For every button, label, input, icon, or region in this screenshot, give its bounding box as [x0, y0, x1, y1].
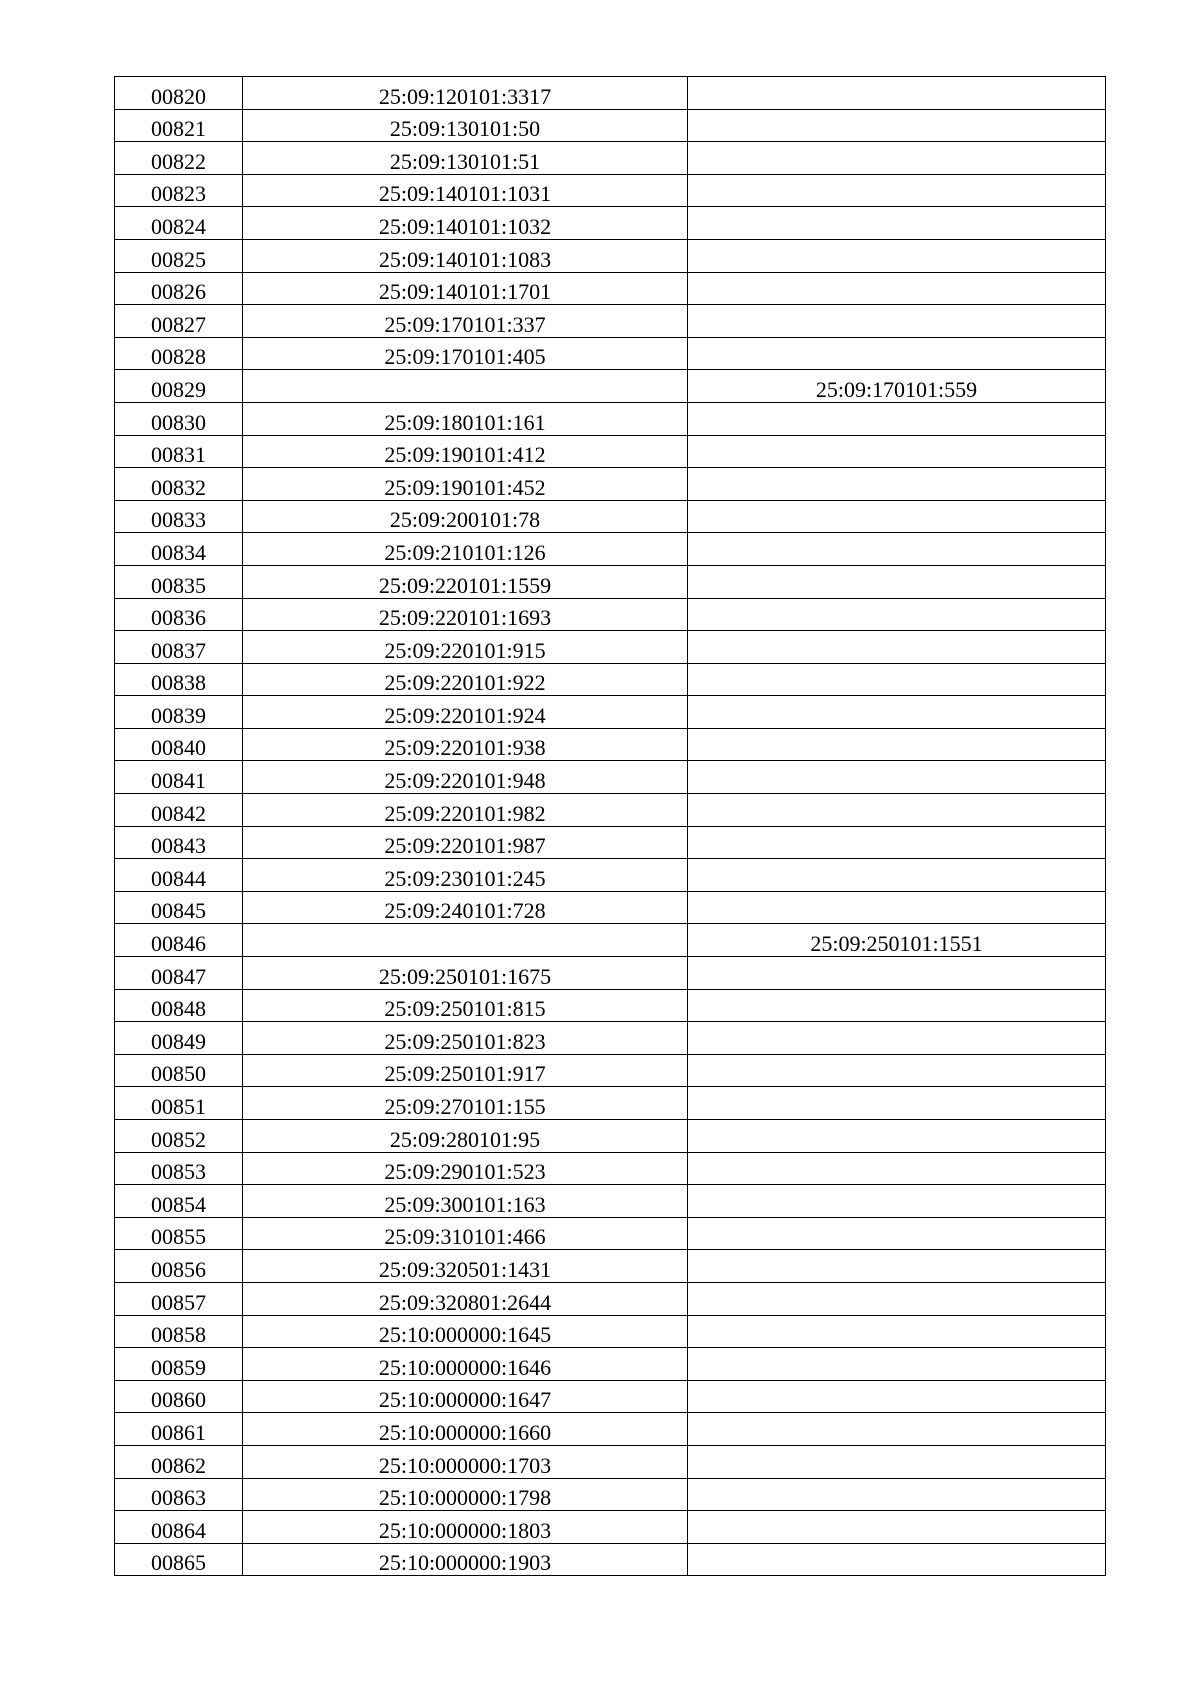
table-row	[115, 1185, 1106, 1218]
cadastral-number-cell: 25:09:140101:1032	[243, 207, 688, 240]
row-number-cell: 00826	[115, 272, 243, 305]
table-row	[115, 1380, 1106, 1413]
row-number-cell: 00844	[115, 859, 243, 892]
table-row	[115, 272, 1106, 305]
secondary-number-cell	[688, 1348, 1106, 1381]
row-number-cell: 00842	[115, 794, 243, 827]
row-number-cell: 00841	[115, 761, 243, 794]
cadastral-number-cell: 25:09:120101:3317	[243, 77, 688, 110]
secondary-number-cell	[688, 1445, 1106, 1478]
secondary-number-cell	[688, 1315, 1106, 1348]
table-row	[115, 989, 1106, 1022]
row-number-cell: 00839	[115, 696, 243, 729]
secondary-number-cell	[688, 761, 1106, 794]
row-number-cell: 00830	[115, 402, 243, 435]
row-number-cell: 00865	[115, 1543, 243, 1576]
secondary-number-cell	[688, 598, 1106, 631]
table-body	[115, 77, 1106, 1576]
row-number-cell: 00861	[115, 1413, 243, 1446]
cadastral-number-cell: 25:09:130101:51	[243, 142, 688, 175]
row-number-cell: 00863	[115, 1478, 243, 1511]
table-row	[115, 598, 1106, 631]
row-number-cell: 00853	[115, 1152, 243, 1185]
row-number-cell: 00849	[115, 1022, 243, 1055]
table-row	[115, 402, 1106, 435]
table-row	[115, 1348, 1106, 1381]
secondary-number-cell	[688, 174, 1106, 207]
secondary-number-cell	[688, 1282, 1106, 1315]
secondary-number-cell	[688, 1250, 1106, 1283]
table-row	[115, 305, 1106, 338]
table-row	[115, 1120, 1106, 1153]
cadastral-number-cell: 25:09:320501:1431	[243, 1250, 688, 1283]
row-number-cell: 00852	[115, 1120, 243, 1153]
table-row	[115, 1054, 1106, 1087]
cadastral-number-cell: 25:10:000000:1660	[243, 1413, 688, 1446]
cadastral-number-cell: 25:09:190101:452	[243, 468, 688, 501]
cadastral-number-cell: 25:09:220101:924	[243, 696, 688, 729]
cadastral-number-cell	[243, 370, 688, 403]
table-row	[115, 663, 1106, 696]
table-row	[115, 1217, 1106, 1250]
row-number-cell: 00848	[115, 989, 243, 1022]
row-number-cell: 00854	[115, 1185, 243, 1218]
cadastral-number-cell: 25:09:210101:126	[243, 533, 688, 566]
table-row	[115, 468, 1106, 501]
cadastral-number-cell: 25:09:170101:337	[243, 305, 688, 338]
table-row	[115, 1282, 1106, 1315]
cadastral-number-cell: 25:09:140101:1701	[243, 272, 688, 305]
cadastral-number-cell: 25:09:220101:1693	[243, 598, 688, 631]
row-number-cell: 00864	[115, 1511, 243, 1544]
cadastral-number-cell: 25:09:140101:1083	[243, 239, 688, 272]
secondary-number-cell	[688, 109, 1106, 142]
secondary-number-cell	[688, 1478, 1106, 1511]
table-row	[115, 1022, 1106, 1055]
secondary-number-cell	[688, 272, 1106, 305]
cadastral-number-cell: 25:10:000000:1803	[243, 1511, 688, 1544]
cadastral-number-cell: 25:10:000000:1703	[243, 1445, 688, 1478]
cadastral-number-cell: 25:09:250101:815	[243, 989, 688, 1022]
table-row	[115, 1543, 1106, 1576]
secondary-number-cell	[688, 533, 1106, 566]
secondary-number-cell	[688, 631, 1106, 664]
table-row	[115, 1445, 1106, 1478]
secondary-number-cell	[688, 402, 1106, 435]
secondary-number-cell	[688, 239, 1106, 272]
cadastral-number-cell: 25:10:000000:1647	[243, 1380, 688, 1413]
table-row	[115, 1087, 1106, 1120]
row-number-cell: 00829	[115, 370, 243, 403]
secondary-number-cell	[688, 794, 1106, 827]
cadastral-number-table	[114, 76, 1106, 1576]
row-number-cell: 00858	[115, 1315, 243, 1348]
table-row	[115, 1478, 1106, 1511]
table-row	[115, 1152, 1106, 1185]
cadastral-number-cell: 25:09:240101:728	[243, 891, 688, 924]
row-number-cell: 00828	[115, 337, 243, 370]
row-number-cell: 00860	[115, 1380, 243, 1413]
secondary-number-cell	[688, 337, 1106, 370]
row-number-cell: 00856	[115, 1250, 243, 1283]
table-row	[115, 207, 1106, 240]
secondary-number-cell: 25:09:250101:1551	[688, 924, 1106, 957]
row-number-cell: 00850	[115, 1054, 243, 1087]
cadastral-number-cell: 25:09:220101:938	[243, 728, 688, 761]
row-number-cell: 00862	[115, 1445, 243, 1478]
cadastral-number-cell: 25:10:000000:1903	[243, 1543, 688, 1576]
cadastral-number-cell: 25:10:000000:1645	[243, 1315, 688, 1348]
table-row	[115, 435, 1106, 468]
secondary-number-cell	[688, 565, 1106, 598]
row-number-cell: 00836	[115, 598, 243, 631]
secondary-number-cell	[688, 1152, 1106, 1185]
table-row	[115, 761, 1106, 794]
secondary-number-cell	[688, 826, 1106, 859]
table-row	[115, 142, 1106, 175]
table-row	[115, 859, 1106, 892]
row-number-cell: 00840	[115, 728, 243, 761]
secondary-number-cell	[688, 1511, 1106, 1544]
table-row	[115, 174, 1106, 207]
row-number-cell: 00832	[115, 468, 243, 501]
table-row	[115, 891, 1106, 924]
cadastral-number-cell: 25:09:280101:95	[243, 1120, 688, 1153]
cadastral-number-cell: 25:09:200101:78	[243, 500, 688, 533]
cadastral-number-cell: 25:09:230101:245	[243, 859, 688, 892]
secondary-number-cell	[688, 468, 1106, 501]
row-number-cell: 00845	[115, 891, 243, 924]
table-row	[115, 109, 1106, 142]
table-row	[115, 631, 1106, 664]
table-row	[115, 370, 1106, 403]
cadastral-number-cell: 25:09:250101:823	[243, 1022, 688, 1055]
secondary-number-cell	[688, 989, 1106, 1022]
cadastral-number-cell: 25:09:270101:155	[243, 1087, 688, 1120]
table-row	[115, 337, 1106, 370]
secondary-number-cell	[688, 500, 1106, 533]
secondary-number-cell	[688, 305, 1106, 338]
secondary-number-cell	[688, 207, 1106, 240]
table-row	[115, 500, 1106, 533]
secondary-number-cell	[688, 957, 1106, 990]
cadastral-number-cell: 25:09:220101:1559	[243, 565, 688, 598]
secondary-number-cell: 25:09:170101:559	[688, 370, 1106, 403]
cadastral-number-cell: 25:09:250101:1675	[243, 957, 688, 990]
row-number-cell: 00857	[115, 1282, 243, 1315]
secondary-number-cell	[688, 1087, 1106, 1120]
table-row	[115, 957, 1106, 990]
row-number-cell: 00843	[115, 826, 243, 859]
secondary-number-cell	[688, 1022, 1106, 1055]
cadastral-number-cell: 25:09:310101:466	[243, 1217, 688, 1250]
secondary-number-cell	[688, 435, 1106, 468]
row-number-cell: 00859	[115, 1348, 243, 1381]
cadastral-number-cell: 25:09:250101:917	[243, 1054, 688, 1087]
secondary-number-cell	[688, 1413, 1106, 1446]
table-row	[115, 696, 1106, 729]
table-row	[115, 239, 1106, 272]
secondary-number-cell	[688, 696, 1106, 729]
secondary-number-cell	[688, 1217, 1106, 1250]
secondary-number-cell	[688, 1054, 1106, 1087]
secondary-number-cell	[688, 1185, 1106, 1218]
secondary-number-cell	[688, 1543, 1106, 1576]
cadastral-number-cell	[243, 924, 688, 957]
secondary-number-cell	[688, 142, 1106, 175]
cadastral-number-cell: 25:09:300101:163	[243, 1185, 688, 1218]
secondary-number-cell	[688, 663, 1106, 696]
cadastral-number-cell: 25:09:320801:2644	[243, 1282, 688, 1315]
row-number-cell: 00821	[115, 109, 243, 142]
row-number-cell: 00837	[115, 631, 243, 664]
secondary-number-cell	[688, 1120, 1106, 1153]
table-row	[115, 794, 1106, 827]
cadastral-number-cell: 25:10:000000:1646	[243, 1348, 688, 1381]
row-number-cell: 00824	[115, 207, 243, 240]
table-row	[115, 728, 1106, 761]
cadastral-number-cell: 25:10:000000:1798	[243, 1478, 688, 1511]
cadastral-number-cell: 25:09:220101:948	[243, 761, 688, 794]
table-row	[115, 1511, 1106, 1544]
row-number-cell: 00822	[115, 142, 243, 175]
secondary-number-cell	[688, 728, 1106, 761]
row-number-cell: 00851	[115, 1087, 243, 1120]
cadastral-number-cell: 25:09:170101:405	[243, 337, 688, 370]
secondary-number-cell	[688, 1380, 1106, 1413]
table-row	[115, 565, 1106, 598]
table-row	[115, 77, 1106, 110]
secondary-number-cell	[688, 859, 1106, 892]
cadastral-number-cell: 25:09:220101:922	[243, 663, 688, 696]
table-row	[115, 533, 1106, 566]
table-row	[115, 1413, 1106, 1446]
row-number-cell: 00827	[115, 305, 243, 338]
row-number-cell: 00823	[115, 174, 243, 207]
row-number-cell: 00833	[115, 500, 243, 533]
table-row	[115, 924, 1106, 957]
cadastral-number-cell: 25:09:290101:523	[243, 1152, 688, 1185]
table-row	[115, 1250, 1106, 1283]
table-row	[115, 826, 1106, 859]
row-number-cell: 00831	[115, 435, 243, 468]
cadastral-number-cell: 25:09:190101:412	[243, 435, 688, 468]
cadastral-number-cell: 25:09:220101:982	[243, 794, 688, 827]
table-row	[115, 1315, 1106, 1348]
row-number-cell: 00838	[115, 663, 243, 696]
cadastral-number-cell: 25:09:140101:1031	[243, 174, 688, 207]
secondary-number-cell	[688, 77, 1106, 110]
cadastral-number-cell: 25:09:180101:161	[243, 402, 688, 435]
row-number-cell: 00855	[115, 1217, 243, 1250]
row-number-cell: 00834	[115, 533, 243, 566]
cadastral-number-cell: 25:09:130101:50	[243, 109, 688, 142]
cadastral-number-cell: 25:09:220101:987	[243, 826, 688, 859]
row-number-cell: 00825	[115, 239, 243, 272]
row-number-cell: 00847	[115, 957, 243, 990]
row-number-cell: 00835	[115, 565, 243, 598]
secondary-number-cell	[688, 891, 1106, 924]
cadastral-number-cell: 25:09:220101:915	[243, 631, 688, 664]
row-number-cell: 00846	[115, 924, 243, 957]
row-number-cell: 00820	[115, 77, 243, 110]
